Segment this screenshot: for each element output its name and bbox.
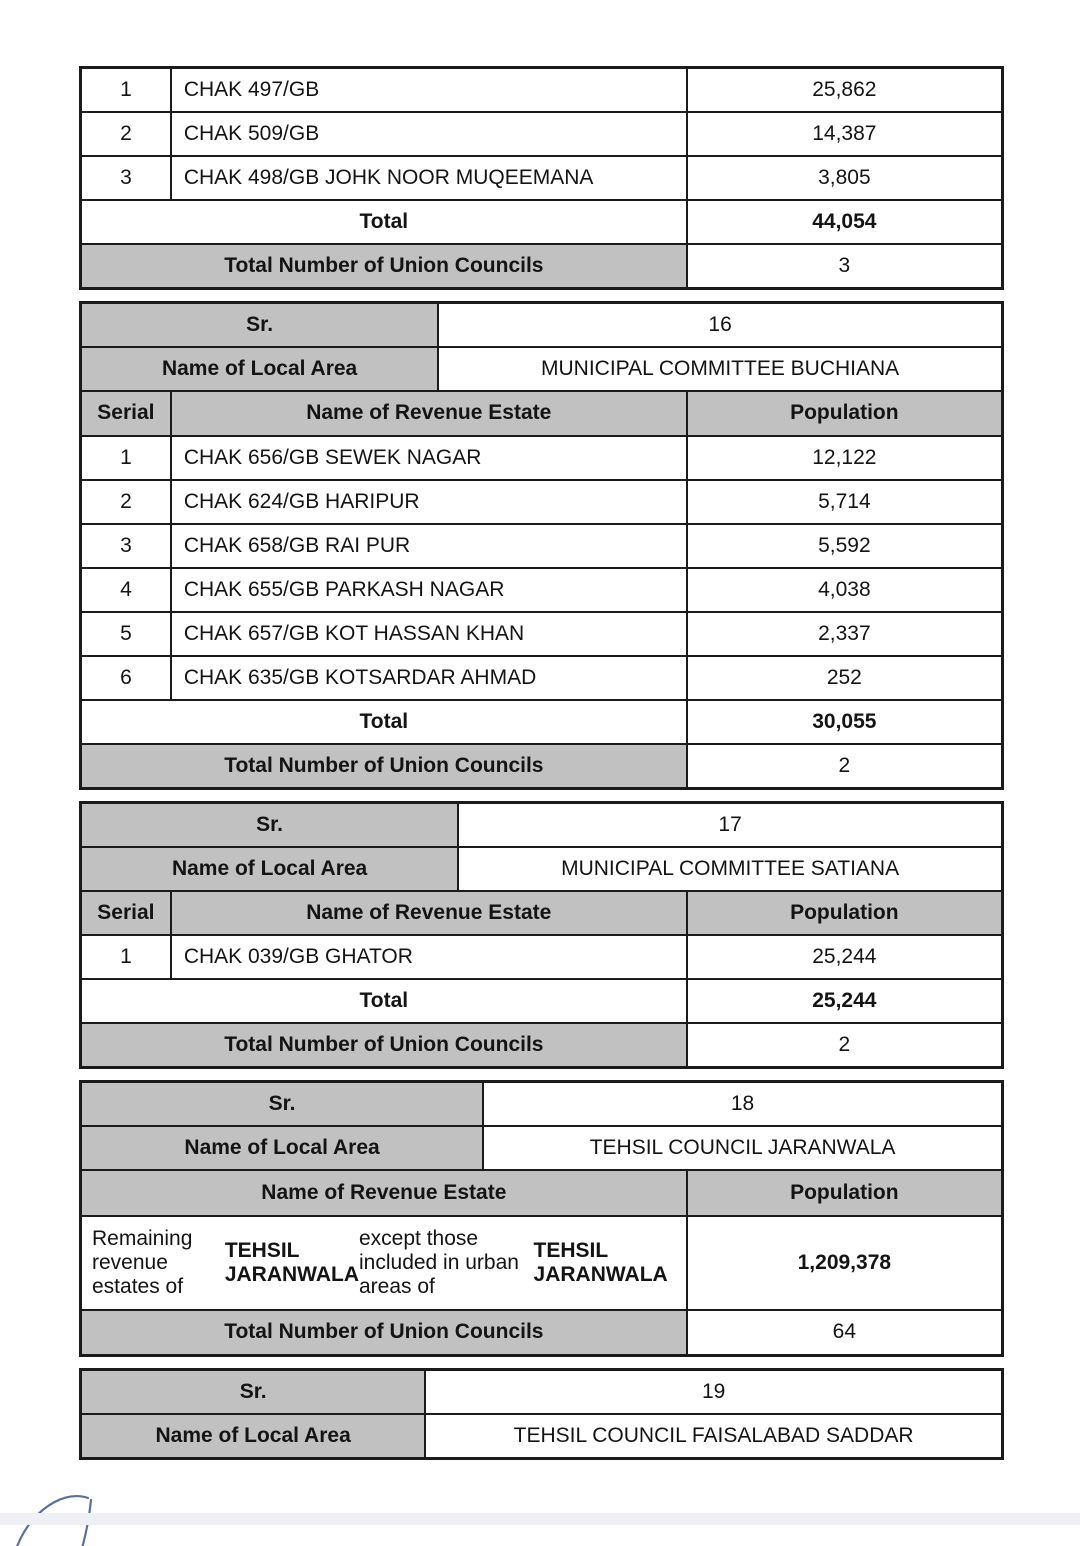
revenue-estate-description-cell: Remaining revenue estates of TEHSIL JARANWALA except those included in urban areas of TEHSIL JARANWALA xyxy=(82,1217,688,1311)
population-cell: 2,337 xyxy=(688,613,1003,657)
local-area-row xyxy=(82,848,1003,892)
union-councils-label-cell: Total Number of Union Councils xyxy=(82,745,688,789)
serial-cell: 1 xyxy=(82,69,172,113)
total-label-cell: Total xyxy=(82,980,688,1024)
serial-cell: 3 xyxy=(82,525,172,569)
population-cell: 25,862 xyxy=(688,69,1003,113)
population-cell: 3,805 xyxy=(688,157,1003,201)
population-cell: 25,244 xyxy=(688,936,1003,980)
union-councils-label-cell: Total Number of Union Councils xyxy=(82,1311,688,1356)
sr-label-cell: Sr. xyxy=(82,1371,426,1415)
local-area-table-16 xyxy=(80,302,1003,789)
table-row xyxy=(82,69,1003,113)
revenue-estate-cell: CHAK 656/GB SEWEK NAGAR xyxy=(172,437,688,481)
local-area-row xyxy=(82,1415,1003,1459)
column-header-row xyxy=(82,1171,1003,1217)
pen-signature-mark xyxy=(0,1472,130,1546)
population-cell: 14,387 xyxy=(688,113,1003,157)
serial-cell: 2 xyxy=(82,481,172,525)
local-area-label-cell: Name of Local Area xyxy=(82,1127,484,1171)
union-councils-value-cell: 3 xyxy=(688,245,1003,289)
revenue-estate-cell: CHAK 657/GB KOT HASSAN KHAN xyxy=(172,613,688,657)
local-area-row xyxy=(82,348,1003,392)
sr-value-cell: 19 xyxy=(426,1371,1003,1415)
revenue-estate-header-cell: Name of Revenue Estate xyxy=(172,392,688,437)
union-councils-value-cell: 2 xyxy=(688,745,1003,789)
sr-row xyxy=(82,1371,1003,1415)
union-councils-label-cell: Total Number of Union Councils xyxy=(82,1024,688,1068)
local-area-value-cell: TEHSIL COUNCIL JARANWALA xyxy=(484,1127,1003,1171)
union-councils-row xyxy=(82,1311,1003,1356)
total-row xyxy=(82,701,1003,745)
serial-cell: 6 xyxy=(82,657,172,701)
union-councils-row xyxy=(82,1024,1003,1068)
sr-row xyxy=(82,304,1003,348)
column-header-row xyxy=(82,892,1003,936)
bottom-ui-bar xyxy=(0,1513,1080,1525)
population-header-cell: Population xyxy=(688,1171,1003,1217)
table-row xyxy=(82,525,1003,569)
union-councils-row xyxy=(82,745,1003,789)
sr-row xyxy=(82,1083,1003,1127)
serial-cell: 2 xyxy=(82,113,172,157)
sr-label-cell: Sr. xyxy=(82,804,459,848)
union-councils-label-cell: Total Number of Union Councils xyxy=(82,245,688,289)
serial-cell: 4 xyxy=(82,569,172,613)
table-row xyxy=(82,936,1003,980)
serial-cell: 5 xyxy=(82,613,172,657)
serial-cell: 3 xyxy=(82,157,172,201)
total-value-cell: 30,055 xyxy=(688,701,1003,745)
table-row xyxy=(82,657,1003,701)
local-area-label-cell: Name of Local Area xyxy=(82,348,439,392)
total-row xyxy=(82,980,1003,1024)
union-councils-value-cell: 64 xyxy=(688,1311,1003,1356)
column-header-row xyxy=(82,392,1003,437)
table-row xyxy=(82,157,1003,201)
revenue-estate-cell: CHAK 039/GB GHATOR xyxy=(172,936,688,980)
table-row xyxy=(82,481,1003,525)
total-label-cell: Total xyxy=(82,701,688,745)
sr-label-cell: Sr. xyxy=(82,304,439,348)
revenue-estate-cell: CHAK 509/GB xyxy=(172,113,688,157)
population-header-cell: Population xyxy=(688,892,1003,936)
union-councils-row xyxy=(82,245,1003,289)
local-area-table-17 xyxy=(80,802,1003,1068)
local-area-value-cell: TEHSIL COUNCIL FAISALABAD SADDAR xyxy=(426,1415,1003,1459)
revenue-estate-cell: CHAK 497/GB xyxy=(172,69,688,113)
revenue-estate-cell: CHAK 655/GB PARKASH NAGAR xyxy=(172,569,688,613)
sr-label-cell: Sr. xyxy=(82,1083,484,1127)
table-row xyxy=(82,113,1003,157)
local-area-label-cell: Name of Local Area xyxy=(82,848,459,892)
population-header-cell: Population xyxy=(688,392,1003,437)
population-cell: 5,592 xyxy=(688,525,1003,569)
serial-cell: 1 xyxy=(82,936,172,980)
local-area-value-cell: MUNICIPAL COMMITTEE SATIANA xyxy=(459,848,1003,892)
population-cell: 4,038 xyxy=(688,569,1003,613)
table-row xyxy=(82,1217,1003,1311)
sr-value-cell: 17 xyxy=(459,804,1003,848)
table-row xyxy=(82,613,1003,657)
population-cell: 252 xyxy=(688,657,1003,701)
local-area-row xyxy=(82,1127,1003,1171)
table-row xyxy=(82,569,1003,613)
sr-value-cell: 18 xyxy=(484,1083,1003,1127)
serial-header-cell: Serial xyxy=(82,892,172,936)
sr-row xyxy=(82,804,1003,848)
total-value-cell: 44,054 xyxy=(688,201,1003,245)
revenue-estate-cell: CHAK 624/GB HARIPUR xyxy=(172,481,688,525)
population-table-continuation xyxy=(80,67,1003,289)
union-councils-value-cell: 2 xyxy=(688,1024,1003,1068)
table-row xyxy=(82,437,1003,481)
local-area-value-cell: MUNICIPAL COMMITTEE BUCHIANA xyxy=(439,348,1003,392)
population-cell: 12,122 xyxy=(688,437,1003,481)
revenue-estate-cell: CHAK 498/GB JOHK NOOR MUQEEMANA xyxy=(172,157,688,201)
revenue-estate-header-cell: Name of Revenue Estate xyxy=(172,892,688,936)
population-cell: 1,209,378 xyxy=(688,1217,1003,1311)
revenue-estate-cell: CHAK 635/GB KOTSARDAR AHMAD xyxy=(172,657,688,701)
population-cell: 5,714 xyxy=(688,481,1003,525)
revenue-estate-cell: CHAK 658/GB RAI PUR xyxy=(172,525,688,569)
sr-value-cell: 16 xyxy=(439,304,1003,348)
local-area-table-19 xyxy=(80,1369,1003,1459)
local-area-table-18 xyxy=(80,1081,1003,1356)
serial-header-cell: Serial xyxy=(82,392,172,437)
total-value-cell: 25,244 xyxy=(688,980,1003,1024)
total-row xyxy=(82,201,1003,245)
local-area-label-cell: Name of Local Area xyxy=(82,1415,426,1459)
total-label-cell: Total xyxy=(82,201,688,245)
revenue-estate-header-cell: Name of Revenue Estate xyxy=(82,1171,688,1217)
serial-cell: 1 xyxy=(82,437,172,481)
